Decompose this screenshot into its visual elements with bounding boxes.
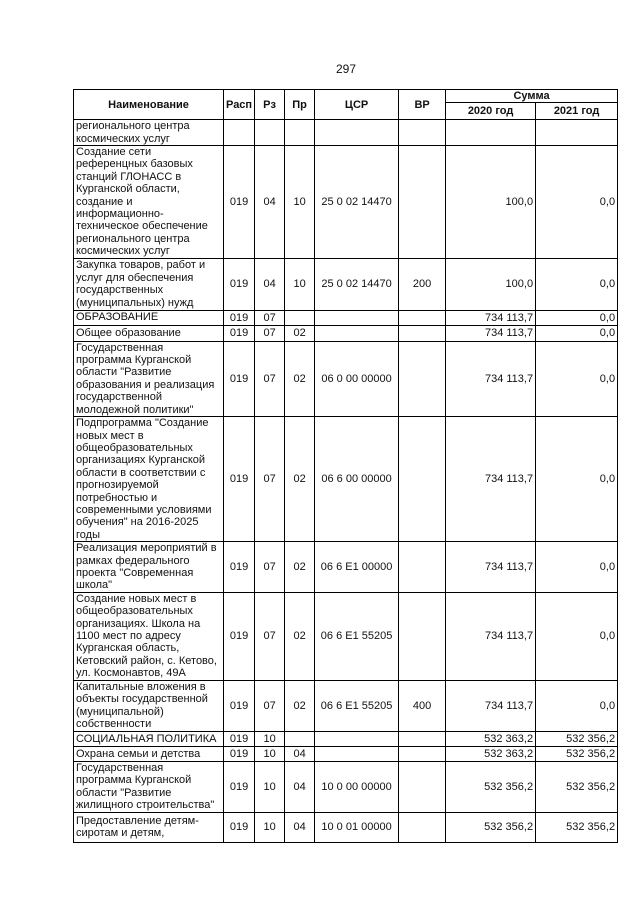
table-row	[74, 325, 618, 341]
row-sum-2021: 0,0	[536, 680, 618, 731]
row-csr: 25 0 02 14470	[315, 146, 399, 259]
row-vr	[399, 542, 446, 593]
row-sum-2020: 532 356,2	[446, 761, 536, 812]
row-rz: 07	[255, 310, 285, 325]
budget-table	[73, 89, 618, 843]
row-csr	[315, 731, 399, 746]
header-summa: Сумма	[446, 90, 618, 103]
row-name: Общее образование	[74, 325, 224, 341]
row-rz: 10	[255, 812, 285, 842]
row-name: Реализация мероприятий в рамках федерального проекта "Современная школа"	[74, 542, 224, 593]
row-rasp: 019	[224, 325, 255, 341]
row-rz: 07	[255, 341, 285, 416]
table-row	[74, 310, 618, 325]
row-rz: 04	[255, 146, 285, 259]
row-sum-2020: 734 113,7	[446, 542, 536, 593]
row-name: Капитальные вложения в объекты государственной (муниципальной) собственности	[74, 680, 224, 731]
row-csr	[315, 310, 399, 325]
header-csr: ЦСР	[315, 90, 399, 120]
row-rz: 07	[255, 417, 285, 542]
row-vr	[399, 592, 446, 680]
row-sum-2021: 0,0	[536, 542, 618, 593]
row-sum-2020: 734 113,7	[446, 341, 536, 416]
row-sum-2021	[536, 120, 618, 146]
row-csr	[315, 746, 399, 761]
row-pr: 04	[285, 761, 315, 812]
row-sum-2020	[446, 120, 536, 146]
row-vr	[399, 310, 446, 325]
header-year-2021: 2021 год	[536, 103, 618, 120]
row-sum-2021: 0,0	[536, 592, 618, 680]
row-name: Закупка товаров, работ и услуг для обеспечения государственных (муниципальных) нужд	[74, 258, 224, 310]
table-row	[74, 680, 618, 731]
row-name: Предоставление детям-сиротам и детям,	[74, 812, 224, 842]
table-row	[74, 417, 618, 542]
table-row	[74, 731, 618, 746]
table-row	[74, 812, 618, 842]
row-pr	[285, 120, 315, 146]
header-rz: Рз	[255, 90, 285, 120]
table-row	[74, 120, 618, 146]
row-sum-2021: 532 356,2	[536, 812, 618, 842]
row-vr: 400	[399, 680, 446, 731]
row-pr: 02	[285, 417, 315, 542]
page-number: 297	[335, 62, 357, 76]
row-rz: 07	[255, 680, 285, 731]
row-rz: 04	[255, 258, 285, 310]
header-pr: Пр	[285, 90, 315, 120]
row-pr: 04	[285, 812, 315, 842]
row-sum-2021: 532 356,2	[536, 761, 618, 812]
row-csr: 06 6 E1 00000	[315, 542, 399, 593]
row-name: Создание сети референцных базовых станций ГЛОНАСС в Курганской области, создание и информационно-техническое обеспечение регионального центра космических услуг	[74, 146, 224, 259]
row-pr: 02	[285, 325, 315, 341]
row-sum-2021: 0,0	[536, 341, 618, 416]
row-pr	[285, 731, 315, 746]
table-row	[74, 542, 618, 593]
row-sum-2021: 532 356,2	[536, 746, 618, 761]
row-pr: 02	[285, 341, 315, 416]
row-csr: 06 0 00 00000	[315, 341, 399, 416]
row-rz: 07	[255, 325, 285, 341]
header-vr: ВР	[399, 90, 446, 120]
row-sum-2020: 734 113,7	[446, 417, 536, 542]
row-csr	[315, 120, 399, 146]
row-rz: 10	[255, 731, 285, 746]
row-csr: 10 0 00 00000	[315, 761, 399, 812]
row-vr	[399, 120, 446, 146]
row-pr: 10	[285, 146, 315, 259]
row-name: Создание новых мест в общеобразовательных организациях. Школа на 1100 мест по адресу Курганская область, Кетовский район, с. Кетово, ул. Космонавтов, 49А	[74, 592, 224, 680]
row-rasp: 019	[224, 761, 255, 812]
row-sum-2021: 0,0	[536, 146, 618, 259]
row-rasp: 019	[224, 542, 255, 593]
table-row	[74, 341, 618, 416]
row-csr: 06 6 E1 55205	[315, 680, 399, 731]
table-row	[74, 146, 618, 259]
row-vr	[399, 341, 446, 416]
row-pr: 04	[285, 746, 315, 761]
row-rasp: 019	[224, 592, 255, 680]
row-sum-2020: 532 363,2	[446, 731, 536, 746]
row-sum-2021: 0,0	[536, 310, 618, 325]
row-csr	[315, 325, 399, 341]
row-rasp: 019	[224, 146, 255, 259]
row-vr	[399, 746, 446, 761]
row-name: Охрана семьи и детства	[74, 746, 224, 761]
row-rz	[255, 120, 285, 146]
row-sum-2021: 0,0	[536, 417, 618, 542]
row-vr	[399, 731, 446, 746]
row-sum-2020: 532 356,2	[446, 812, 536, 842]
row-sum-2020: 734 113,7	[446, 592, 536, 680]
row-name: Государственная программа Курганской области "Развитие образования и реализация государственной молодежной политики"	[74, 341, 224, 416]
row-vr: 200	[399, 258, 446, 310]
row-pr: 10	[285, 258, 315, 310]
row-pr: 02	[285, 542, 315, 593]
row-rz: 07	[255, 542, 285, 593]
row-csr: 06 6 00 00000	[315, 417, 399, 542]
header-year-2020: 2020 год	[446, 103, 536, 120]
row-csr: 25 0 02 14470	[315, 258, 399, 310]
row-sum-2020: 532 363,2	[446, 746, 536, 761]
row-sum-2020: 100,0	[446, 258, 536, 310]
row-csr: 10 0 01 00000	[315, 812, 399, 842]
row-name: Государственная программа Курганской области "Развитие жилищного строительства"	[74, 761, 224, 812]
row-rasp: 019	[224, 746, 255, 761]
row-rz: 10	[255, 761, 285, 812]
row-rasp: 019	[224, 812, 255, 842]
row-name: ОБРАЗОВАНИЕ	[74, 310, 224, 325]
row-rasp: 019	[224, 731, 255, 746]
row-sum-2020: 100,0	[446, 146, 536, 259]
row-rasp: 019	[224, 258, 255, 310]
row-vr	[399, 325, 446, 341]
row-rasp: 019	[224, 417, 255, 542]
row-pr: 02	[285, 680, 315, 731]
row-pr	[285, 310, 315, 325]
row-sum-2020: 734 113,7	[446, 325, 536, 341]
row-rasp: 019	[224, 310, 255, 325]
row-vr	[399, 417, 446, 542]
header-rasp: Расп	[224, 90, 255, 120]
table-row	[74, 592, 618, 680]
row-sum-2021: 532 356,2	[536, 731, 618, 746]
row-sum-2021: 0,0	[536, 258, 618, 310]
row-sum-2021: 0,0	[536, 325, 618, 341]
header-name: Наименование	[74, 90, 224, 120]
row-csr: 06 6 E1 55205	[315, 592, 399, 680]
table-row	[74, 761, 618, 812]
row-sum-2020: 734 113,7	[446, 680, 536, 731]
row-name: Подпрограмма "Создание новых мест в общеобразовательных организациях Курганской области в соответствии с прогнозируемой потребностью и современными условиями обучения" на 2016-2025 годы	[74, 417, 224, 542]
row-rasp: 019	[224, 680, 255, 731]
row-sum-2020: 734 113,7	[446, 310, 536, 325]
row-rasp	[224, 120, 255, 146]
row-rz: 10	[255, 746, 285, 761]
row-name: регионального центра космических услуг	[74, 120, 224, 146]
row-vr	[399, 761, 446, 812]
row-name: СОЦИАЛЬНАЯ ПОЛИТИКА	[74, 731, 224, 746]
table-row	[74, 746, 618, 761]
row-vr	[399, 146, 446, 259]
row-rasp: 019	[224, 341, 255, 416]
row-vr	[399, 812, 446, 842]
row-rz: 07	[255, 592, 285, 680]
table-row	[74, 258, 618, 310]
row-pr: 02	[285, 592, 315, 680]
